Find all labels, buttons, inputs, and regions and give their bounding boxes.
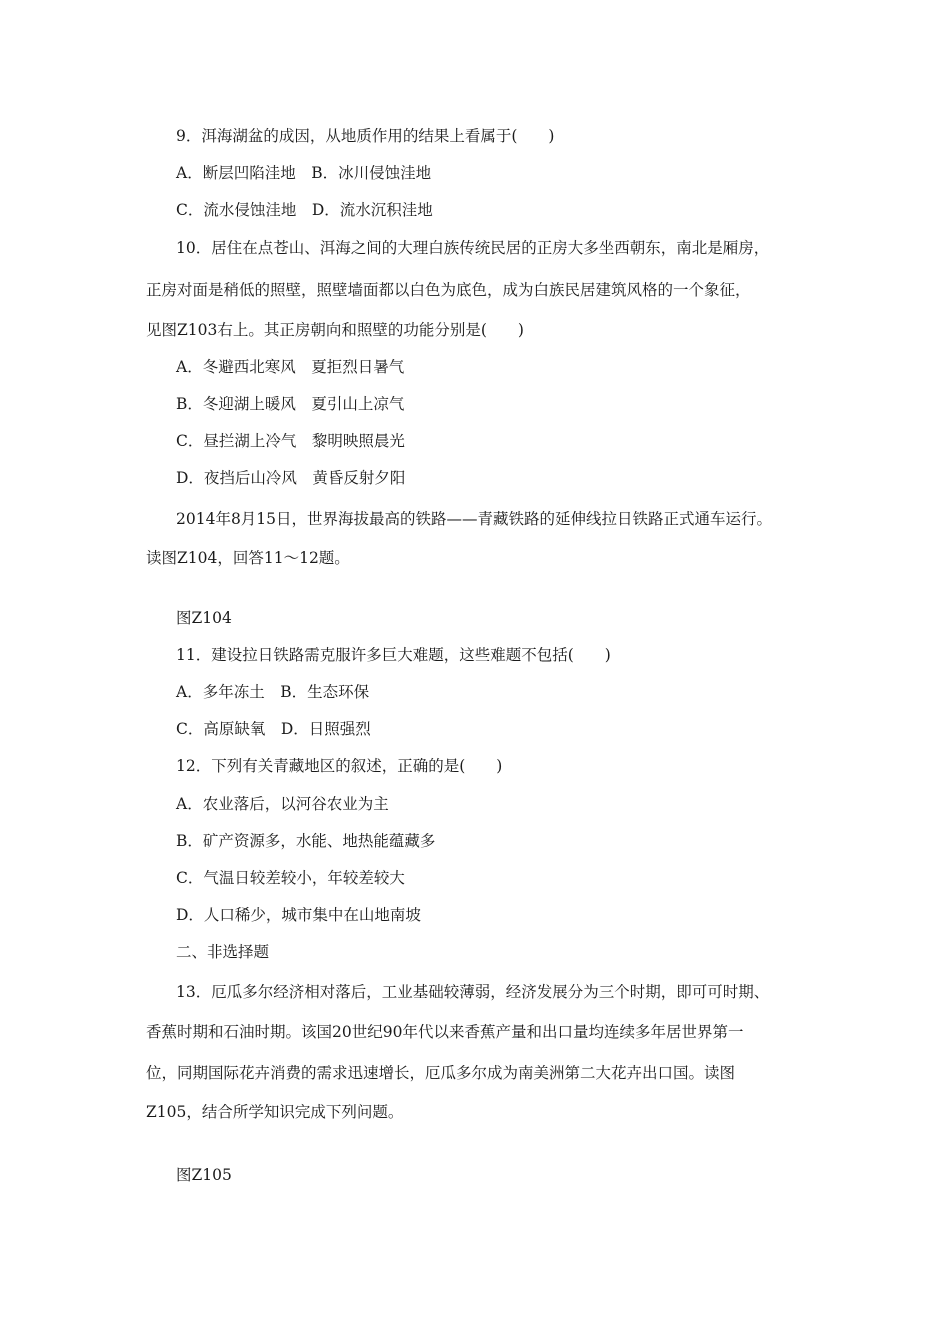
question-12-option-d: D．人口稀少，城市集中在山地南坡 (176, 906, 421, 924)
question-11-options-row-2: C．高原缺氧 D．日照强烈 (176, 720, 371, 738)
intro-11-12-line-1: 2014年8月15日，世界海拔最高的铁路——青藏铁路的延伸线拉日铁路正式通车运行。 (176, 510, 773, 528)
question-11-stem: 11．建设拉日铁路需克服许多巨大难题，这些难题不包括( ) (176, 646, 611, 664)
question-10-option-a: A．冬避西北寒风 夏拒烈日暑气 (176, 358, 405, 376)
question-9-stem: 9．洱海湖盆的成因，从地质作用的结果上看属于( ) (176, 127, 555, 145)
figure-z105-caption: 图Z105 (176, 1166, 232, 1184)
question-10-option-b: B．冬迎湖上暖风 夏引山上凉气 (176, 395, 405, 413)
question-12-option-c: C．气温日较差较小，年较差较大 (176, 869, 405, 887)
question-9-options-row-1: A．断层凹陷洼地 B．冰川侵蚀洼地 (176, 164, 432, 182)
question-10-stem-line-1: 10．居住在点苍山、洱海之间的大理白族传统民居的正房大多坐西朝东，南北是厢房， (176, 239, 770, 257)
question-12-option-a: A．农业落后，以河谷农业为主 (176, 795, 389, 813)
section-heading-non-choice: 二、非选择题 (176, 943, 270, 961)
question-10-stem-line-2: 正房对面是稍低的照壁，照壁墙面都以白色为底色，成为白族民居建筑风格的一个象征， (146, 281, 751, 299)
question-12-stem: 12．下列有关青藏地区的叙述，正确的是( ) (176, 757, 503, 775)
question-10-stem-line-3: 见图Z103右上。其正房朝向和照壁的功能分别是( ) (146, 321, 524, 339)
figure-z104-caption: 图Z104 (176, 609, 232, 627)
question-12-option-b: B．矿产资源多，水能、地热能蕴藏多 (176, 832, 436, 850)
question-13-stem-line-1: 13．厄瓜多尔经济相对落后，工业基础较薄弱，经济发展分为三个时期，即可可时期、 (176, 983, 770, 1001)
question-13-stem-line-3: 位，同期国际花卉消费的需求迅速增长，厄瓜多尔成为南美洲第二大花卉出口国。读图 (146, 1064, 736, 1082)
question-13-stem-line-4: Z105，结合所学知识完成下列问题。 (146, 1103, 404, 1121)
question-10-option-d: D．夜挡后山冷风 黄昏反射夕阳 (176, 469, 406, 487)
question-13-stem-line-2: 香蕉时期和石油时期。该国20世纪90年代以来香蕉产量和出口量均连续多年居世界第一 (146, 1023, 744, 1041)
question-9-options-row-2: C．流水侵蚀洼地 D．流水沉积洼地 (176, 201, 433, 219)
intro-11-12-line-2: 读图Z104，回答11～12题。 (146, 549, 350, 567)
question-10-option-c: C．昼拦湖上冷气 黎明映照晨光 (176, 432, 405, 450)
question-11-options-row-1: A．多年冻土 B．生态环保 (176, 683, 370, 701)
